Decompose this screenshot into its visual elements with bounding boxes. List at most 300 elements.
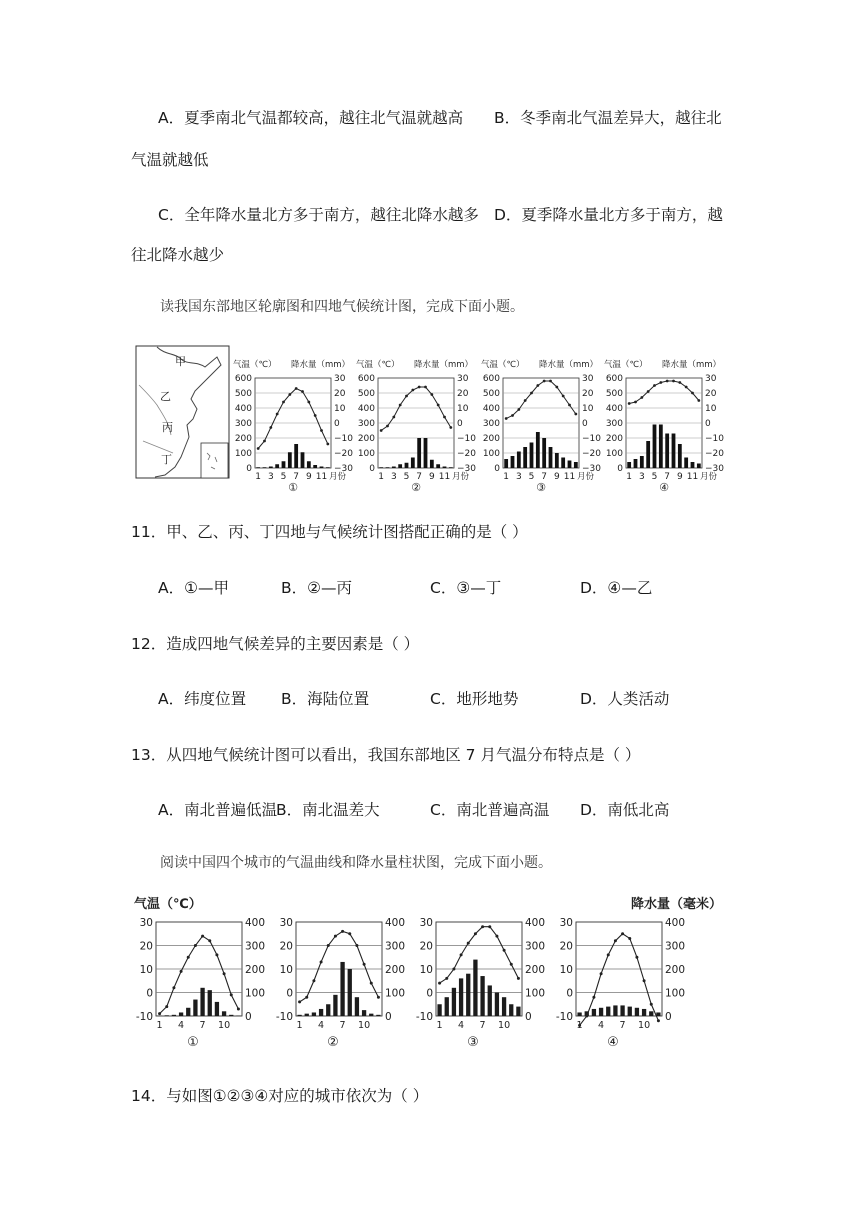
temp-point: [223, 972, 226, 975]
chart-month-unit: 月份: [329, 472, 347, 482]
precip-bar: [627, 462, 631, 468]
chart-right-tick: 10: [582, 404, 594, 414]
q12-option-c: C．地形地势: [430, 690, 519, 708]
temp-point: [505, 417, 508, 420]
temp-point: [230, 993, 233, 996]
chart-left-tick: 200: [234, 434, 252, 444]
chart-right-tick: 0: [385, 1011, 392, 1023]
precip-bar: [592, 1009, 596, 1016]
precip-bar: [536, 432, 540, 468]
temp-point: [445, 977, 448, 980]
precip-bar: [172, 1015, 176, 1016]
temp-point: [424, 386, 427, 389]
precip-bar: [355, 997, 359, 1016]
q12-stem: 12．造成四地气候差异的主要因素是（ ）: [131, 635, 420, 653]
chart-right-tick: −20: [457, 449, 476, 459]
chart-circled-label: ②: [411, 481, 421, 494]
chart-precip-axis-label: 降水量（mm）: [539, 360, 599, 370]
chart-month-tick: 5: [528, 472, 535, 482]
precip-bar: [502, 997, 506, 1016]
climate-chart-3: [481, 359, 601, 494]
chart-month-tick: 7: [199, 1020, 206, 1031]
temp-point: [269, 426, 272, 429]
chart-month-unit: 月份: [577, 472, 595, 482]
temp-curve: [160, 936, 239, 1014]
chart-circled-label: ②: [327, 1035, 339, 1050]
precip-bar: [348, 969, 352, 1016]
temp-point: [634, 401, 637, 404]
temp-point: [411, 389, 414, 392]
chart-right-tick: 0: [245, 1011, 252, 1023]
chart-left-tick: 200: [605, 434, 623, 444]
chart-right-tick: −30: [334, 464, 353, 474]
chart-month-tick: 1: [436, 1020, 443, 1031]
q13-option-a: A．南北普遍低温: [158, 801, 278, 819]
temp-point: [543, 380, 546, 383]
precip-bar: [437, 1004, 441, 1016]
chart-month-tick: 10: [638, 1020, 651, 1031]
chart-right-tick: 200: [245, 964, 266, 976]
chart-temp-axis-label: 气温（℃）: [481, 360, 525, 370]
precip-bar: [659, 425, 663, 469]
chart-right-tick: 400: [245, 917, 266, 929]
chart-left-tick: 30: [139, 917, 153, 929]
temp-curve: [258, 389, 328, 449]
temp-point: [643, 979, 646, 982]
q13-stem: 13．从四地气候统计图可以看出，我国东部地区 7 月气温分布特点是（ ）: [131, 746, 641, 764]
chart-right-tick: 200: [525, 964, 546, 976]
chart-left-tick: 0: [146, 987, 153, 1000]
precip-bar: [340, 962, 344, 1016]
temp-point: [697, 399, 700, 402]
map-label-bing: 丙: [162, 421, 173, 434]
temp-point: [307, 401, 310, 404]
temp-point: [510, 963, 513, 966]
precip-bar: [398, 464, 402, 468]
precip-bar: [376, 1015, 380, 1016]
chart-month-tick: 10: [358, 1020, 371, 1031]
q10-option-b: B．冬季南北气温差异大，越往北: [494, 109, 722, 127]
figure-1-svg: [135, 345, 735, 494]
precip-bar: [511, 456, 515, 468]
chart-left-tick: 100: [357, 449, 375, 459]
precip-bar: [417, 438, 421, 468]
temp-point: [295, 387, 298, 390]
q11-option-d: D．④—乙: [580, 579, 653, 597]
precip-bar: [436, 464, 440, 468]
precip-bar: [516, 1007, 520, 1016]
precip-bar: [634, 459, 638, 468]
temp-point: [158, 1012, 161, 1015]
chart-left-tick: -10: [135, 1011, 153, 1023]
temp-point: [503, 949, 506, 952]
chart-right-tick: 0: [705, 419, 711, 429]
chart-right-tick: 400: [385, 917, 406, 929]
chart-month-tick: 7: [664, 472, 671, 482]
precip-bar: [301, 452, 305, 468]
precip-bar: [653, 425, 657, 469]
chart-right-tick: 0: [582, 419, 588, 429]
temp-curve: [580, 934, 659, 1026]
chart-right-tick: −10: [457, 434, 476, 444]
chart-right-tick: 20: [582, 389, 594, 399]
chart-left-tick: 200: [357, 434, 375, 444]
temp-point: [194, 944, 197, 947]
chart-right-tick: 30: [457, 374, 469, 384]
temp-curve: [629, 381, 699, 404]
temp-point: [215, 953, 218, 956]
precip-bar: [642, 1009, 646, 1016]
chart-left-tick: 600: [357, 374, 375, 384]
temp-point: [201, 935, 204, 938]
city-chart-3: [416, 917, 545, 1050]
chart-left-tick: 400: [357, 404, 375, 414]
intro-figure1: 读我国东部地区轮廓图和四地气候统计图，完成下面小题。: [160, 299, 524, 315]
temp-curve: [440, 927, 519, 983]
precip-bar: [628, 1007, 632, 1016]
chart-month-tick: 1: [576, 1020, 583, 1031]
temp-point: [659, 381, 662, 384]
precip-bar: [333, 995, 337, 1016]
chart-precip-axis-label: 降水量（mm）: [291, 360, 351, 370]
chart-circled-label: ③: [467, 1035, 479, 1050]
chart-precip-axis-label: 降水量（mm）: [662, 360, 722, 370]
chart-month-tick: 7: [619, 1020, 626, 1031]
chart-month-unit: 月份: [452, 472, 470, 482]
precip-bar: [200, 988, 204, 1016]
temp-point: [481, 925, 484, 928]
precip-bar: [459, 978, 463, 1016]
precip-bar: [411, 458, 415, 469]
chart-left-tick: 30: [279, 917, 293, 929]
chart-left-tick: -10: [555, 1011, 573, 1023]
q13-option-c: C．南北普遍高温: [430, 801, 550, 819]
map-label-ding: 丁: [161, 453, 172, 466]
chart-temp-axis-label: 气温（℃）: [233, 360, 277, 370]
temp-point: [474, 932, 477, 935]
figure-1: [135, 345, 735, 494]
chart-left-tick: 0: [494, 464, 500, 474]
temp-point: [276, 413, 279, 416]
temp-point: [449, 426, 452, 429]
temp-point: [555, 386, 558, 389]
temp-point: [430, 393, 433, 396]
q12-option-b: B．海陆位置: [281, 690, 370, 708]
chart-month-tick: 11: [686, 472, 699, 482]
chart-right-tick: 300: [385, 940, 406, 953]
precip-bar: [379, 467, 383, 468]
chart-left-tick: 600: [234, 374, 252, 384]
chart-left-tick: 300: [482, 419, 500, 429]
chart-left-tick: 100: [482, 449, 500, 459]
chart-month-unit: 月份: [700, 472, 718, 482]
precip-bar: [523, 447, 527, 468]
chart-right-tick: −30: [582, 464, 601, 474]
precip-bar: [495, 993, 499, 1017]
temp-point: [288, 393, 291, 396]
chart-right-tick: 0: [525, 1011, 532, 1023]
temp-point: [363, 963, 366, 966]
precip-bar: [326, 467, 330, 468]
fig2-precip-axis-label: 降水量（毫米）: [631, 897, 723, 912]
temp-point: [600, 972, 603, 975]
chart-right-tick: 0: [457, 419, 463, 429]
temp-point: [443, 416, 446, 419]
q12-option-d: D．人类活动: [580, 690, 670, 708]
temp-point: [320, 960, 323, 963]
chart-right-tick: 300: [245, 940, 266, 953]
precip-bar: [678, 444, 682, 468]
chart-right-tick: 400: [665, 917, 686, 929]
precip-bar: [649, 1011, 653, 1016]
chart-left-tick: 0: [617, 464, 623, 474]
temp-point: [263, 440, 266, 443]
chart-left-tick: 30: [559, 917, 573, 929]
temp-point: [517, 408, 520, 411]
chart-month-tick: 7: [339, 1020, 346, 1031]
precip-bar: [672, 434, 676, 469]
map-label-jia: 甲: [175, 355, 186, 368]
chart-month-tick: 3: [515, 472, 522, 482]
q13-option-d: D．南低北高: [580, 801, 670, 819]
q10-option-d: D．夏季降水量北方多于南方，越: [494, 206, 723, 224]
chart-left-tick: 0: [566, 987, 573, 1000]
precip-bar: [326, 1004, 330, 1016]
precip-bar: [222, 1011, 226, 1016]
chart-left-tick: -10: [275, 1011, 293, 1023]
q10-option-b-cont: 气温就越低: [131, 151, 209, 169]
chart-right-tick: 20: [457, 389, 469, 399]
chart-month-tick: 7: [416, 472, 423, 482]
chart-right-tick: −20: [705, 449, 724, 459]
chart-left-tick: 20: [419, 940, 433, 953]
precip-bar: [263, 467, 267, 468]
chart-month-tick: 1: [626, 472, 633, 482]
temp-point: [562, 395, 565, 398]
climate-chart-4: [604, 359, 724, 494]
precip-bar: [466, 974, 470, 1016]
temp-point: [418, 386, 421, 389]
precip-bar: [282, 461, 286, 468]
temp-point: [628, 937, 631, 940]
temp-point: [370, 982, 373, 985]
temp-point: [678, 381, 681, 384]
chart-temp-axis-label: 气温（℃）: [604, 360, 648, 370]
chart-month-tick: 1: [378, 472, 385, 482]
precip-bar: [256, 467, 260, 468]
temp-point: [628, 402, 631, 405]
temp-point: [467, 942, 470, 945]
precip-bar: [305, 1014, 309, 1016]
chart-month-tick: 10: [498, 1020, 511, 1031]
precip-bar: [445, 997, 449, 1016]
chart-month-tick: 10: [218, 1020, 231, 1031]
figure-2-svg: [128, 890, 738, 1060]
intro-figure2: 阅读中国四个城市的气温曲线和降水量柱状图，完成下面小题。: [160, 855, 552, 871]
temp-point: [172, 986, 175, 989]
temp-point: [524, 399, 527, 402]
precip-bar: [312, 1012, 316, 1016]
chart-month-tick: 1: [255, 472, 262, 482]
precip-bar: [362, 1010, 366, 1016]
precip-bar: [568, 461, 572, 469]
q10-option-a: A．夏季南北气温都较高，越往北气温就越高: [158, 109, 464, 127]
chart-right-tick: 10: [705, 404, 717, 414]
chart-right-tick: 10: [457, 404, 469, 414]
precip-bar: [313, 465, 317, 468]
precip-bar: [229, 1015, 233, 1016]
precip-bar: [517, 452, 521, 469]
temp-point: [691, 392, 694, 395]
chart-right-tick: −30: [457, 464, 476, 474]
temp-point: [585, 1015, 588, 1018]
precip-bar: [179, 1012, 183, 1016]
q11-option-b: B．②—丙: [281, 579, 353, 597]
temp-point: [355, 944, 358, 947]
precip-bar: [488, 985, 492, 1016]
chart-right-tick: 200: [665, 964, 686, 976]
chart-month-tick: 11: [563, 472, 576, 482]
temp-point: [399, 404, 402, 407]
precip-bar: [613, 1005, 617, 1016]
precip-bar: [635, 1008, 639, 1016]
chart-month-tick: 11: [438, 472, 451, 482]
temp-point: [320, 429, 323, 432]
temp-point: [392, 416, 395, 419]
figure-2: [128, 890, 738, 1064]
chart-left-tick: 500: [605, 389, 623, 399]
temp-point: [334, 935, 337, 938]
chart-month-tick: 7: [293, 472, 300, 482]
chart-left-tick: 500: [482, 389, 500, 399]
chart-circled-label: ④: [659, 481, 669, 494]
chart-right-tick: 400: [525, 917, 546, 929]
chart-circled-label: ①: [288, 481, 298, 494]
chart-left-tick: 10: [279, 964, 293, 976]
precip-bar: [449, 467, 453, 468]
precip-bar: [319, 1009, 323, 1016]
temp-point: [574, 413, 577, 416]
climate-chart-1: [233, 359, 353, 494]
temp-point: [495, 935, 498, 938]
precip-bar: [320, 467, 324, 469]
precip-bar: [620, 1005, 624, 1016]
chart-right-tick: 200: [385, 964, 406, 976]
map-label-yi: 乙: [160, 390, 171, 403]
chart-month-tick: 1: [156, 1020, 163, 1031]
precip-bar: [297, 1015, 301, 1016]
chart-right-tick: 0: [665, 1011, 672, 1023]
q11-stem: 11．甲、乙、丙、丁四地与气候统计图搭配正确的是（ ）: [131, 523, 528, 541]
precip-bar: [697, 464, 701, 469]
precip-bar: [193, 1000, 197, 1016]
chart-left-tick: 30: [419, 917, 433, 929]
precip-bar: [386, 467, 390, 468]
temp-point: [348, 932, 351, 935]
chart-left-tick: 400: [605, 404, 623, 414]
chart-month-tick: 9: [676, 472, 683, 482]
temp-point: [180, 970, 183, 973]
chart-month-tick: 3: [390, 472, 397, 482]
chart-right-tick: −20: [582, 449, 601, 459]
chart-month-tick: 3: [638, 472, 645, 482]
temp-point: [607, 953, 610, 956]
chart-month-tick: 5: [403, 472, 410, 482]
q14-stem: 14．与如图①②③④对应的城市依次为（ ）: [131, 1087, 429, 1105]
chart-left-tick: 0: [369, 464, 375, 474]
chart-month-tick: 5: [280, 472, 287, 482]
temp-point: [517, 977, 520, 980]
chart-left-tick: 20: [139, 940, 153, 953]
precip-bar: [473, 960, 477, 1016]
chart-month-tick: 4: [458, 1020, 465, 1031]
temp-point: [685, 386, 688, 389]
temp-point: [405, 395, 408, 398]
temp-point: [237, 1007, 240, 1010]
chart-left-tick: 600: [605, 374, 623, 384]
temp-point: [536, 384, 539, 387]
q11-option-a: A．①—甲: [158, 579, 229, 597]
temp-curve: [300, 931, 379, 1002]
precip-bar: [165, 1015, 169, 1016]
fig2-temp-axis-label: 气温（℃）: [134, 897, 202, 912]
temp-curve: [381, 387, 451, 431]
chart-left-tick: 100: [605, 449, 623, 459]
chart-precip-axis-label: 降水量（mm）: [414, 360, 474, 370]
q10-option-d-cont: 往北降水越少: [131, 246, 225, 264]
temp-point: [312, 979, 315, 982]
temp-point: [380, 429, 383, 432]
chart-circled-label: ④: [607, 1035, 619, 1050]
chart-right-tick: 0: [334, 419, 340, 429]
temp-point: [530, 392, 533, 395]
precip-bar: [691, 462, 695, 468]
chart-left-tick: 500: [357, 389, 375, 399]
chart-month-tick: 1: [503, 472, 510, 482]
precip-bar: [665, 434, 669, 469]
precip-bar: [656, 1012, 660, 1016]
temp-point: [187, 956, 190, 959]
chart-right-tick: 100: [245, 987, 266, 1000]
chart-right-tick: −10: [582, 434, 601, 444]
chart-left-tick: 0: [286, 987, 293, 1000]
chart-month-tick: 7: [479, 1020, 486, 1031]
precip-bar: [574, 462, 578, 468]
chart-month-tick: 9: [553, 472, 560, 482]
temp-point: [460, 953, 463, 956]
chart-right-tick: 100: [385, 987, 406, 1000]
precip-bar: [542, 438, 546, 468]
chart-left-tick: 10: [419, 964, 433, 976]
precip-bar: [555, 453, 559, 468]
temp-point: [452, 968, 455, 971]
precip-bar: [480, 976, 484, 1016]
chart-left-tick: 20: [559, 940, 573, 953]
chart-month-tick: 7: [541, 472, 548, 482]
chart-right-tick: 300: [525, 940, 546, 953]
precip-bar: [369, 1014, 373, 1016]
chart-right-tick: 20: [705, 389, 717, 399]
chart-left-tick: 400: [234, 404, 252, 414]
q12-option-a: A．纬度位置: [158, 690, 247, 708]
temp-point: [165, 1005, 168, 1008]
precip-bar: [452, 988, 456, 1016]
precip-bar: [269, 467, 273, 469]
figure-1-charts: [233, 359, 724, 494]
temp-point: [650, 1003, 653, 1006]
chart-right-tick: 100: [525, 987, 546, 1000]
temp-point: [327, 944, 330, 947]
